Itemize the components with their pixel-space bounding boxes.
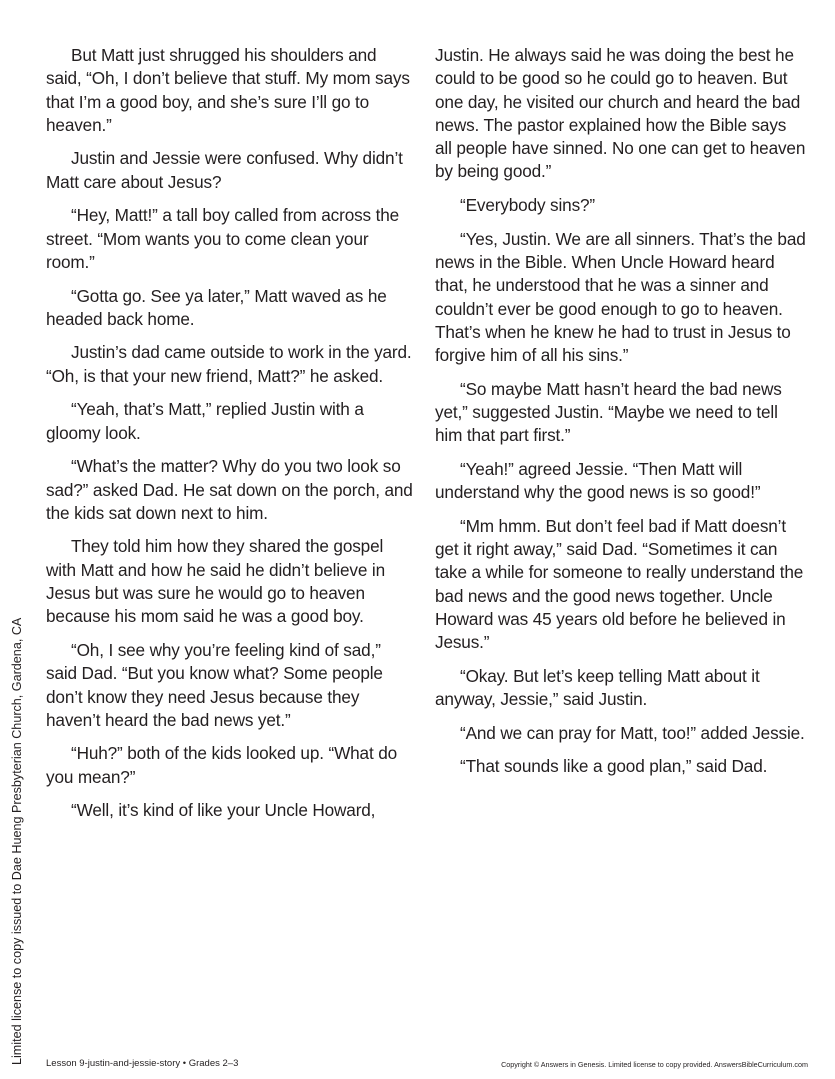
story-paragraph: “Okay. But let’s keep telling Matt about it anyway, Jessie,” said Justin. <box>435 665 760 710</box>
story-paragraph: “Mm hmm. But don’t feel bad if Matt doesn’t get it right away,” said Dad. “Sometimes it can take a while for someone to really understand the bad news and the good news together. Uncle Howard was 45 years old before he believed in Jesus.” <box>435 515 804 653</box>
story-paragraph: “So maybe Matt hasn’t heard the bad news yet,” suggested Justin. “Maybe we need to tell him that part first.” <box>435 378 782 446</box>
story-paragraph: “Yeah!” agreed Jessie. “Then Matt will understand why the good news is so good!” <box>435 458 761 503</box>
story-paragraph: They told him how they shared the gospel with Matt and how he said he didn’t believe in Jesus but was sure he would go to heaven because his mom said he was a good boy. <box>46 536 385 627</box>
story-paragraph: “Yes, Justin. We are all sinners. That’s the bad news in the Bible. When Uncle Howard heard that, he understood that he was a sinner and couldn’t ever be good enough to go to heaven. That’s when he knew he had to trust in Jesus to forgive him of all his sins.” <box>435 228 806 366</box>
story-paragraph: But Matt just shrugged his shoulders and said, “Oh, I don’t believe that stuff. My mom says that I’m a good boy, and she’s sure I’ll go to heaven.” <box>46 45 410 135</box>
story-paragraph: Justin’s dad came outside to work in the yard. “Oh, is that your new friend, Matt?” he asked. <box>46 342 412 386</box>
footer-copyright: Copyright © Answers in Genesis. Limited license to copy provided. AnswersBibleCurriculum.com <box>501 1060 808 1069</box>
story-paragraph: Justin and Jessie were confused. Why didn’t Matt care about Jesus? <box>46 148 403 192</box>
story-paragraph: “Gotta go. See ya later,” Matt waved as he headed back home. <box>46 285 387 329</box>
story-paragraph: “Yeah, that’s Matt,” replied Justin with a gloomy look. <box>46 399 364 443</box>
story-paragraph: “Oh, I see why you’re feeling kind of sad,” said Dad. “But you know what? Some people don’t know they need Jesus because they haven’t heard the bad news yet.” <box>46 639 383 730</box>
story-paragraph: “That sounds like a good plan,” said Dad. <box>460 756 768 777</box>
story-paragraph: “What’s the matter? Why do you two look so sad?” asked Dad. He sat down on the porch, and the kids sat down next to him. <box>46 456 413 523</box>
story-paragraph: “Well, it’s kind of like your Uncle Howard, <box>71 800 376 821</box>
footer-lesson-label: Lesson 9-justin-and-jessie-story • Grades 2–3 <box>46 1058 239 1069</box>
story-paragraph: “Everybody sins?” <box>460 195 596 216</box>
story-column-left <box>46 44 416 833</box>
license-sidebar: Limited license to copy issued to Dae Hueng Presbyterian Church, Gardena, CA <box>10 617 24 1065</box>
story-paragraph: “Huh?” both of the kids looked up. “What do you mean?” <box>46 743 398 787</box>
story-paragraph: “And we can pray for Matt, too!” added Jessie. <box>460 722 805 743</box>
story-column-right <box>435 44 807 789</box>
story-paragraph-continued: Justin. He always said he was doing the best he could to be good so he could go to heaven. But one day, he visited our church and heard the bad news. The pastor explained how the Bible says all people have sinned. No one can get to heaven by being good.” <box>435 45 806 182</box>
story-paragraph: “Hey, Matt!” a tall boy called from across the street. “Mom wants you to come clean your room.” <box>46 205 400 272</box>
